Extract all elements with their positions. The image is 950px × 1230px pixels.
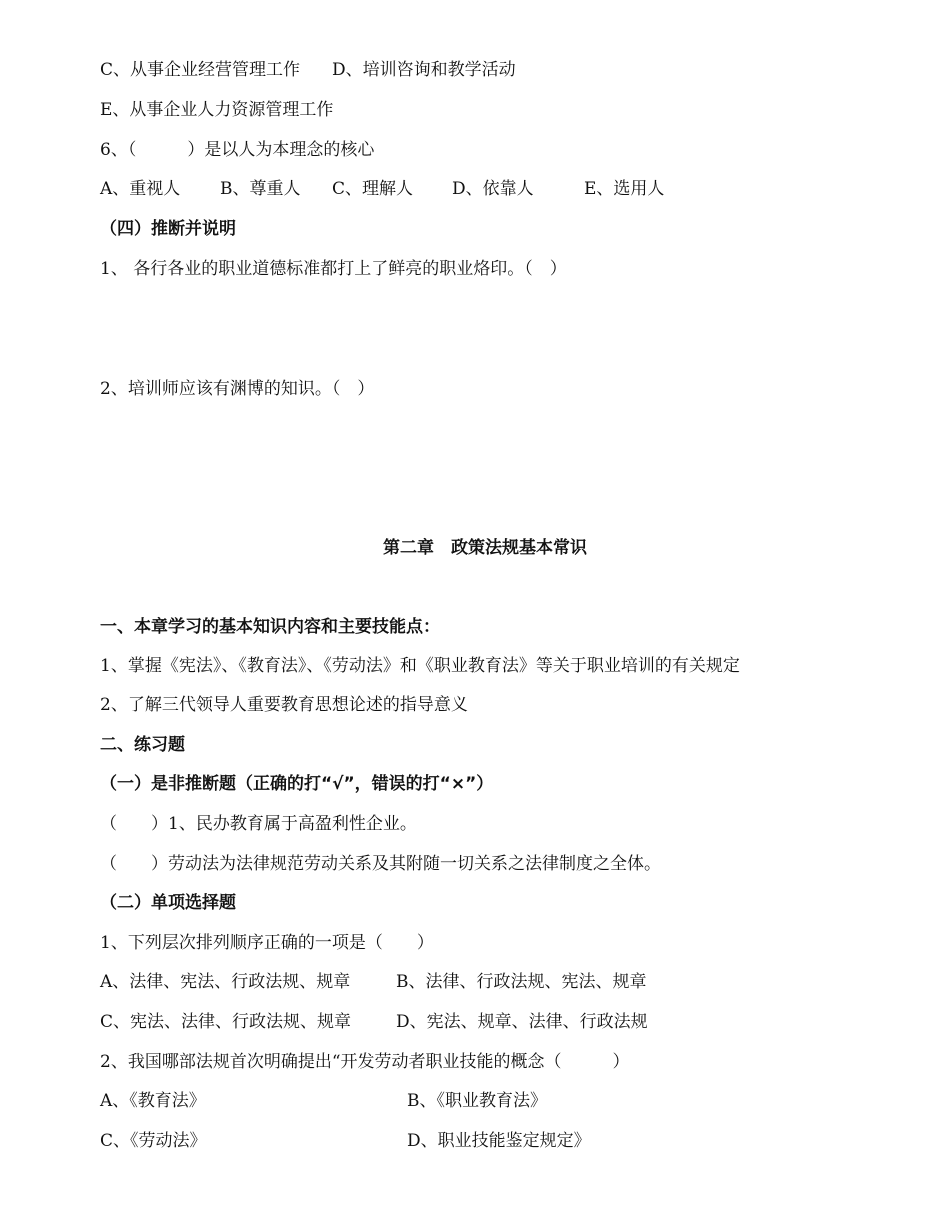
q6-option-c: C、理解人 — [332, 179, 414, 199]
section-4-heading: （四）推断并说明 — [100, 219, 236, 239]
options-line-c-d — [100, 58, 516, 82]
section-1-heading: 一、本章学习的基本知识内容和主要技能点： — [100, 617, 440, 637]
mc1-option-a: A、法律、宪法、行政法规、规章 — [100, 972, 351, 992]
judge-question-2: 2、培训师应该有渊博的知识。（ ） — [100, 379, 375, 399]
judge-question-1: 1、 各行各业的职业道德标准都打上了鲜亮的职业烙印。（ ） — [100, 259, 567, 279]
knowledge-point-1: 1、掌握《宪法》、《教育法》、《劳动法》和《职业教育法》等关于职业培训的有关规定 — [100, 656, 740, 676]
q6-option-d: D、依靠人 — [452, 179, 534, 199]
mc1-option-d: D、宪法、规章、法律、行政法规 — [396, 1012, 648, 1032]
chapter-title: 第二章 政策法规基本常识 — [383, 538, 587, 558]
question-6: 6、（ ）是以人为本理念的核心 — [100, 140, 375, 160]
q6-option-a: A、重视人 — [100, 179, 181, 199]
true-false-question-1: （ ）1、民办教育属于高盈利性企业。 — [100, 814, 417, 834]
q6-option-e: E、选用人 — [584, 179, 665, 199]
choice-question-2: 2、我国哪部法规首次明确提出“开发劳动者职业技能的概念（ ） — [100, 1052, 630, 1072]
mc1-option-c: C、宪法、法律、行政法规、规章 — [100, 1012, 352, 1032]
mc2-option-a: A、《教育法》 — [100, 1091, 206, 1111]
mc2-option-d: D、职业技能鉴定规定》 — [407, 1131, 591, 1151]
option-c: C、从事企业经营管理工作 — [100, 60, 301, 80]
mc1-option-b: B、法律、行政法规、宪法、规章 — [396, 972, 647, 992]
true-false-question-2: （ ）劳动法为法律规范劳动关系及其附随一切关系之法律制度之全体。 — [100, 854, 661, 874]
true-false-heading: （一）是非推断题（正确的打“√”，错误的打“×”） — [100, 774, 494, 794]
section-2-heading: 二、练习题 — [100, 735, 185, 755]
option-d: D、培训咨询和教学活动 — [332, 60, 516, 80]
mc2-option-b: B、《职业教育法》 — [407, 1091, 547, 1111]
option-e: E、从事企业人力资源管理工作 — [100, 100, 334, 120]
q6-option-b: B、尊重人 — [220, 179, 301, 199]
choice-question-1: 1、下列层次排列顺序正确的一项是（ ） — [100, 933, 434, 953]
mc2-option-c: C、《劳动法》 — [100, 1131, 207, 1151]
knowledge-point-2: 2、了解三代领导人重要教育思想论述的指导意义 — [100, 695, 468, 715]
single-choice-heading: （二）单项选择题 — [100, 893, 236, 913]
